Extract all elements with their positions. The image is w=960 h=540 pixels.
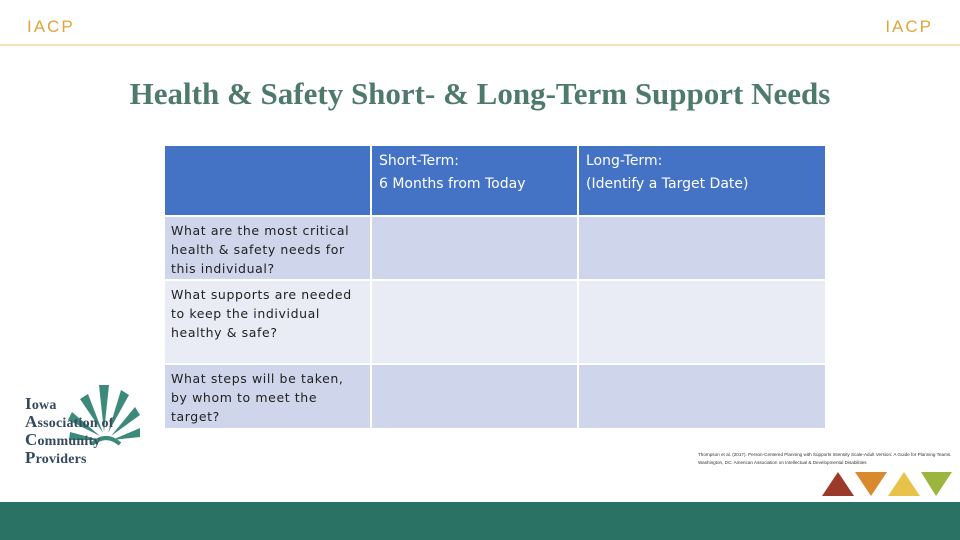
logo-rest-association: ssociation of <box>37 416 114 431</box>
cell-steps-long-term[interactable] <box>579 365 825 428</box>
logo-line-association <box>25 412 114 432</box>
cell-steps-short-term[interactable] <box>372 365 577 428</box>
header-divider <box>0 44 960 46</box>
short-term-heading: Short-Term: <box>379 153 459 169</box>
logo-initial-c: C <box>25 430 38 449</box>
row-label-supports-needed: What supports are needed to keep the individual healthy & safe? <box>165 281 370 363</box>
iacp-wordmark-right: IACP <box>885 17 933 36</box>
long-term-heading: Long-Term: <box>586 153 663 169</box>
row-label-critical-needs: What are the most critical health & safety needs for this individual? <box>165 217 370 279</box>
slide-title: Health & Safety Short- & Long-Term Support Needs <box>129 76 831 111</box>
long-term-subheading: (Identify a Target Date) <box>586 176 749 192</box>
triangle-pattern-icon <box>822 472 952 496</box>
logo-initial-p: P <box>25 448 36 467</box>
cell-supports-needed-short-term[interactable] <box>372 281 577 363</box>
cell-critical-needs-short-term[interactable] <box>372 217 577 279</box>
row-label-steps: What steps will be taken, by whom to meet the target? <box>165 365 370 428</box>
logo-rest-community: ommunity <box>37 434 101 449</box>
logo-initial-a: A <box>25 412 38 431</box>
table-corner-header <box>165 146 370 215</box>
logo-line-iowa <box>25 394 57 414</box>
source-citation: Thompson et al. (2017). Person-Centered Planning with Supports Intensity Scale-Adult Version: A Guide for Planning Teams. Washington, DC: American Association on Intellectual & Developmental Disabilities <box>698 452 952 465</box>
logo-rest-providers: roviders <box>35 452 87 467</box>
logo-line-providers <box>25 448 87 468</box>
column-header-short-term <box>372 146 577 215</box>
logo-initial-i: I <box>25 394 32 413</box>
column-header-long-term <box>579 146 825 215</box>
logo-rest-owa: owa <box>31 398 57 413</box>
iacp-wordmark-left: IACP <box>27 17 75 36</box>
cell-supports-needed-long-term[interactable] <box>579 281 825 363</box>
cell-critical-needs-long-term[interactable] <box>579 217 825 279</box>
footer-bar <box>0 502 960 540</box>
short-term-subheading: 6 Months from Today <box>379 176 526 192</box>
support-needs-table <box>165 146 825 430</box>
logo-line-community <box>25 430 101 450</box>
